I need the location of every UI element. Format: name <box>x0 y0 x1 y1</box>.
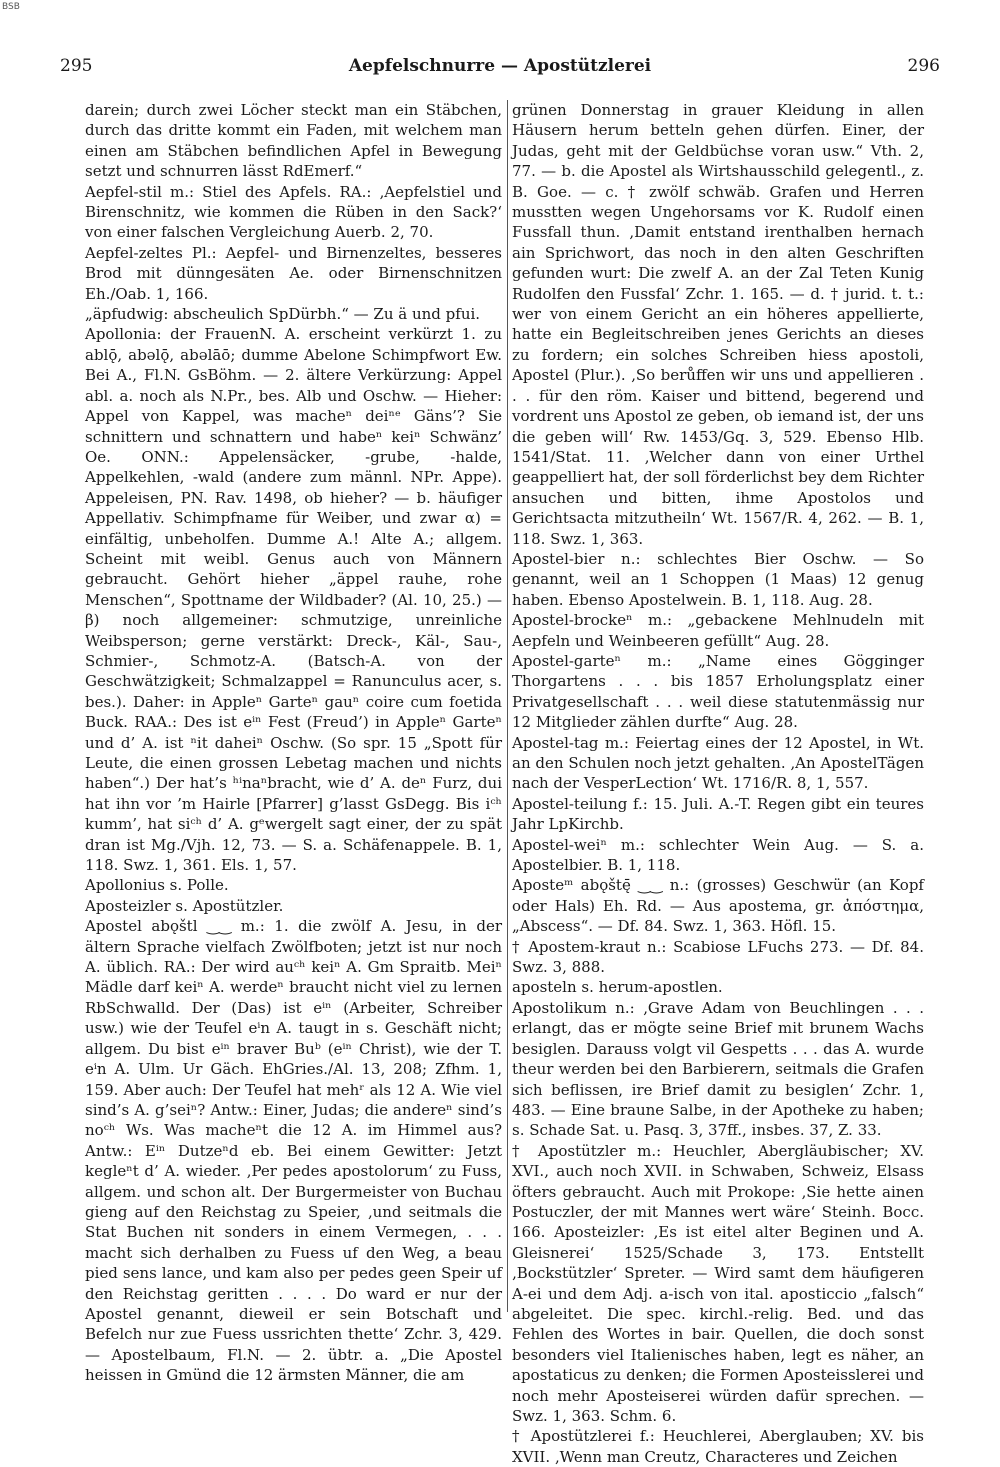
entry-apostel-bier: Apostel-bier n.: schlechtes Bier Oschw. — So genannt, weil an 1 Schoppen (1 Maas) 12 genug haben. Ebenso Apostelwein. B. 1, 118. Aug. 28. <box>512 549 924 609</box>
entry-apostuetzler: † Apostützler m.: Heuchler, Abergläubischer; XV. XVI., auch noch XVII. in Schwaben, Schweiz, Elsass öfters gebraucht. Auch mit Prokope: ‚Sie hette ainen Postuczler, der mit Mannes wert wäre‘ Steinh. Bocc. 166. Aposteizler: ‚Es ist eitel alter Beginen und A. Gleisnerei‘ 1525/Schade 3, 173. Entstellt ‚Bockstützler‘ Spreter. — Wird samt dem häufigeren A-ei und dem Adj. a-isch von ital. aposticcio „falsch“ abgeleitet. Die spec. kirchl.-relig. Bed. und das Fehlen des Wortes in bair. Quellen, die doch sonst besonders viel Italienisches haben, legt es näher, an apostaticus zu denken; die Formen Aposteisslerei und noch mehr Aposteiserei würden dafür sprechen. — Swz. 1, 363. Schm. 6. <box>512 1141 924 1425</box>
entry-apollonius: Apollonius s. Polle. <box>85 876 229 895</box>
entry-apostuetzlerei: † Apostützlerei f.: Heuchlerei, Aberglauben; XV. bis XVII. ‚Wenn man Creutz, Characteres und Zeichen <box>512 1427 924 1466</box>
page-header <box>60 56 940 80</box>
entry-apostem: Aposteᵐ abǫštę̄ ‿‿ n.: (grosses) Geschwür (an Kopf oder Hals) Eh. Rd. — Aus apostema, gr. ἀπόστημα, „Abscess“. — Df. 84. Swz. 1, 363. Höfl. 15. <box>512 876 924 936</box>
entry-apostel-garten: Apostel-garteⁿ m.: „Name eines Gögginger Thorgartens . . . bis 1857 Erholungsplatz einer Privatgesellschaft . . . weil diese statutenmässig nur 12 Mitglieder zählen durfte“ Aug. 28. <box>512 651 924 732</box>
library-mark: BSB <box>2 2 20 12</box>
left-column <box>85 100 502 1385</box>
entry-apostel-teilung: Apostel-teilung f.: 15. Juli. A.-T. Regen gibt ein teures Jahr LpKirchb. <box>512 794 924 834</box>
entry-paragraph: grünen Donnerstag in grauer Kleidung in allen Häusern herum betteln gehen dürfen. Einer, der Judas, geht mit der Geldbüchse voran usw.“ Vth. 2, 77. — b. die Apostel als Wirtshausschild gelegentl., z. B. Goe. — c. † zwölf schwäb. Grafen und Herren musstten wegen Ungehorsams vor K. Rudolf einen Fussfall thun. ‚Damit entstand irenthalben hernach ain Sprichwort, das noch in den alten Geschriften gefunden wurt: Die zwelf A. an der Zal Teten Kunig Rudolfen den Fussfal‘ Zchr. 1. 165. — d. † jurid. t. t.: wer von einem Gericht an ein höheres appellierte, hatte ein Begleitschreiben jenes Gerichts an dieses zu fordern; ein solches Schreiben hiess apostoli, Apostel (Plur.). ‚So berůffen wir uns und appellieren . . . für den röm. Kaiser und bittend, begerend und vordrent uns Apostol ze geben, ob iemand ist, der uns die geben will‘ Rw. 1453/Gq. 3, 529. Ebenso Hlb. 1541/Stat. 11. ‚Welcher dann von einer Urthel geappelliert hat, der soll förderlichst bey dem Richter ansuchen und bitten, ihme Apostolos und Gerichtsacta mitzutheiln‘ Wt. 1567/R. 4, 262. — B. 1, 118. Swz. 1, 363. <box>512 101 924 548</box>
entry-apostolikum: Apostolikum n.: ‚Grave Adam von Beuchlingen . . . erlangt, das er mögte seine Brief mit brunem Wachs besiglen. Darauss volgt vil Gespetts . . . das A. wurde theur werden bei den Barbierern, seitmals die Grafen sich beflissen, ire Brief damit zu besiglen‘ Zchr. 1, 483. — Eine braune Salbe, in der Apotheke zu haben; s. Schade Sat. u. Pasq. 3, 37ff., insbes. 37, Z. 33. <box>512 998 924 1140</box>
entry-aepfel-zeltes: Aepfel-zeltes Pl.: Aepfel- und Birnenzeltes, besseres Brod mit dünngesäten Ae. oder Birnenschnitzen Eh./Oab. 1, 166. <box>85 243 502 303</box>
running-title: Aepfelschnurre — Apostützlerei <box>348 56 652 76</box>
entry-apostel-tag: Apostel-tag m.: Feiertag eines der 12 Apostel, in Wt. an den Schulen noch jetzt gehalten. ‚An ApostelTägen nach der VesperLection‘ Wt. 1716/R. 8, 1, 557. <box>512 733 924 793</box>
right-column <box>512 100 924 1466</box>
entry-aposteizler: Aposteizler s. Apostützler. <box>85 896 284 915</box>
entry-aepfel-stil: Aepfel-stil m.: Stiel des Apfels. RA.: ‚Aepfelstiel und Birenschnitz, wie kommen die Rüben in den Sack?‘ von einer falschen Vergleichung Auerb. 2, 70. <box>85 182 502 242</box>
column-divider <box>507 100 508 1312</box>
entry-apostel-brocken: Apostel-brockeⁿ m.: „gebackene Mehlnudeln mit Aepfeln und Weinbeeren gefüllt“ Aug. 28. <box>512 611 924 650</box>
entry-apollonia: Apollonia: der FrauenN. A. erscheint verkürzt 1. zu ablǭ, abəlǭ, abəlāō; dumme Abelone Schimpfwort Ew. Bei A., Fl.N. GsBöhm. — 2. ältere Verkürzung: Appel abl. a. noch als N.Pr., bes. Alb und Oschw. — Hieher: Appel von Kappel, was macheⁿ deiⁿᵉ Gäns’? Sie schnittern und schnattern und habeⁿ keiⁿ Schwänz’ Oe. ONN.: Appelensäcker, -grube, -halde, Appelkehlen, -wald (andere zum männl. NPr. Appe). Appeleisen, PN. Rav. 1498, ob hieher? — b. häufiger Appellativ. Schimpfname für Weiber, und zwar α) = einfältig, unbeholfen. Dumme A.! Alte A.; allgem. Scheint mit weibl. Genus auch von Männern gebraucht. Gehört hieher „äppel rauhe, rohe Menschen“, Spottname der Wildbader? (Al. 10, 25.) — β) noch allgemeiner: schmutzige, unreinliche Weibsperson; gerne verstärkt: Dreck-, Käl-, Sau-, Schmier-, Schmotz-A. (Batsch-A. von der Geschwätzigkeit; Schmalzappel = Ranunculus acer, s. bes.). Daher: in Appleⁿ Garteⁿ gauⁿ coire cum foetida Buck. RAA.: Des ist eⁱⁿ Fest (Freud’) in Appleⁿ Garteⁿ und d’ A. ist ⁿit daheiⁿ Oschw. (So spr. 15 „Spott für Leute, die einen grossen Lebetag machen und nichts haben“.) Der hat’s ʰⁱnaⁿbracht, wie d’ A. deⁿ Furz, dui hat ihn vor ’m Hairle [Pfarrer] g’lasst GsDegg. Bis iᶜʰ kumm’, hat siᶜʰ d’ A. gᵉwergelt sagt einer, der zu spät dran ist Mg./Vjh. 12, 73. — S. a. Schäfenappele. B. 1, 118. Swz. 1, 361. Els. 1, 57. <box>85 325 502 875</box>
page-number-right: 296 <box>907 56 940 76</box>
entry-aepfudwig: „äpfudwig: abscheulich SpDürbh.“ — Zu ä und pfui. <box>85 305 481 324</box>
entry-apostel-wein: Apostel-weiⁿ m.: schlechter Wein Aug. — S. a. Apostelbier. B. 1, 118. <box>512 835 924 875</box>
entry-aposteln: aposteln s. herum-apostlen. <box>512 978 723 997</box>
entry-apostem-kraut: † Apostem-kraut n.: Scabiose LFuchs 273. — Df. 84. Swz. 3, 888. <box>512 937 924 977</box>
entry-apostel: Apostel abǫštl ‿‿ m.: 1. die zwölf A. Jesu, in der ältern Sprache vielfach Zwölfboten; jetzt ist nur noch A. üblich. RA.: Der wird auᶜʰ keiⁿ A. Gm Spraitb. Meiⁿ Mädle darf keiⁿ A. werdeⁿ braucht nicht viel zu lernen RbSchwalld. Der (Das) ist eⁱⁿ (Arbeiter, Schreiber usw.) wie der Teufel eⁱn A. taugt in s. Geschäft nicht; allgem. Du bist eⁱⁿ braver Buᵇ (eⁱⁿ Christ), wie der T. eⁱn A. Ulm. Ur Gäch. EhGries./Al. 13, 208; Zfhm. 1, 159. Aber auch: Der Teufel hat mehʳ als 12 A. Wie viel sind’s A. g’seiⁿ? Antw.: Einer, Judas; die andereⁿ sind’s noᶜʰ Ws. Was macheⁿt die 12 A. im Himmel aus? Antw.: Eⁱⁿ Dutzeⁿd eb. Bei einem Gewitter: Jetzt kegleⁿt d’ A. wieder. ‚Per pedes apostolorum‘ zu Fuss, allgem. und schon alt. Der Burgermeister von Buchau gieng auf den Reichstag zu Speier, ‚und seitmals die Stat Buchen nit sonders in einem Vermegen, . . . macht sich derhalben zu Fuess uf den Weg, a beau pied sens lance, und kam also per pedes geen Speir uf den Reichstag geritten . . . . Do ward er nur der Apostel genannt, dieweil er sein Botschaft und Befelch nur zue Fuess ussrichten thette‘ Zchr. 3, 429. — Apostelbaum, Fl.N. — 2. übtr. a. „Die Apostel heissen in Gmünd die 12 ärmsten Männer, die am <box>85 917 502 1385</box>
entry-paragraph: darein; durch zwei Löcher steckt man ein Stäbchen, durch das dritte kommt ein Faden, mit welchem man einen am Stäbchen befindlichen Apfel in Bewegung setzt und schnurren lässt RdEmerf.“ <box>85 101 502 181</box>
page-number-left: 295 <box>60 56 93 76</box>
